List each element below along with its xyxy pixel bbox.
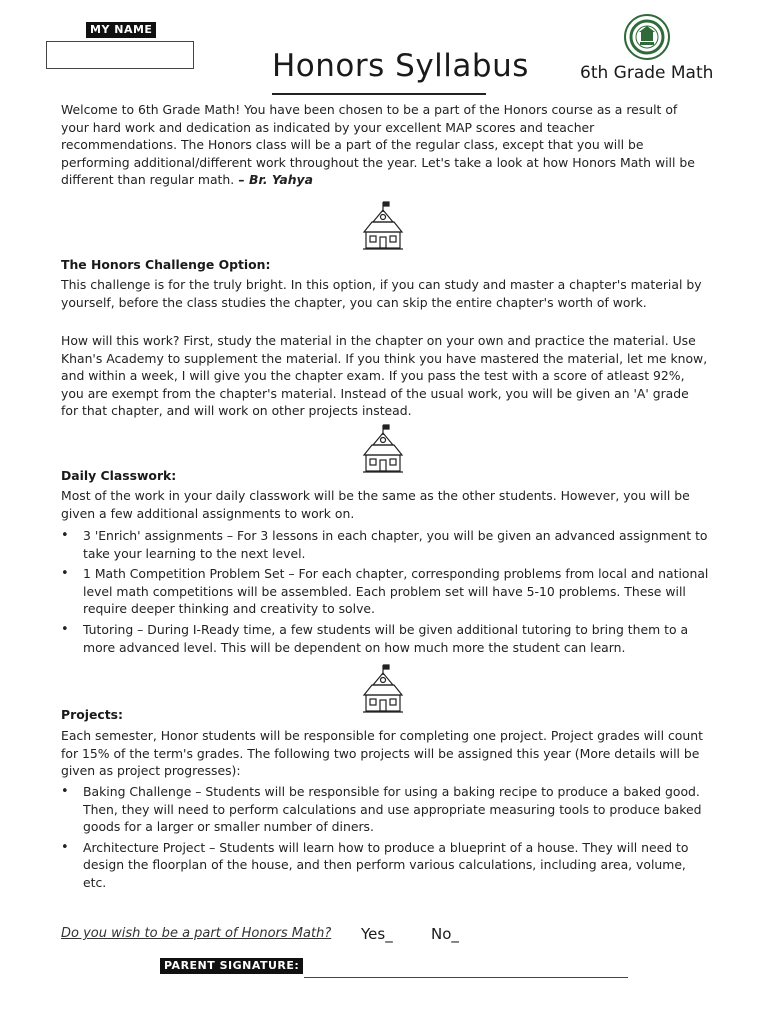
intro-paragraph (61, 101, 709, 189)
my-name-label: MY NAME (86, 22, 156, 38)
parent-signature-field[interactable] (304, 977, 628, 978)
challenge-paragraph-2: How will this work? First, study the material in the chapter on your own and practice the material. Use Khan's Academy to supplement the material. If you think you have mastered the material, let me know, and within a week, I will give you the chapter exam. If you pass the test with a score of atleast 92%, you are exempt from the chapter's material. Instead of the usual work, you will be given an 'A' grade for that chapter, and will work on other projects instead. (61, 333, 708, 419)
parent-signature-label: PARENT SIGNATURE: (160, 958, 303, 974)
list-item: • 1 Math Competition Problem Set – For each chapter, corresponding problems from local and national level math competitions will be assembled. Each problem set will have 5-10 problems. These will require deeper thinking and creativity to solve. (61, 565, 709, 618)
subject-label: 6th Grade Math (580, 63, 714, 83)
list-item: • Architecture Project – Students will learn how to produce a blueprint of a house. They will need to design the floorplan of the house, and then perform various calculations, including area, volume, etc. (61, 839, 709, 892)
title-underline (272, 93, 486, 95)
no-option[interactable]: No_ (431, 925, 459, 943)
schoolhouse-icon (360, 200, 406, 252)
schoolhouse-icon (360, 663, 406, 715)
list-item: • 3 'Enrich' assignments – For 3 lessons in each chapter, you will be given an advanced assignment to take your learning to the next level. (61, 527, 709, 562)
classwork-intro: Most of the work in your daily classwork will be the same as the other students. However, you will be given a few additional assignments to work on. (61, 488, 690, 521)
challenge-paragraph-1: This challenge is for the truly bright. In this option, if you can study and master a chapter's material by yourself, before the class studies the chapter, you can skip the entire chapter's worth of work. (61, 277, 702, 310)
projects-list (61, 783, 709, 895)
yes-option[interactable]: Yes_ (361, 925, 393, 943)
projects-heading: Projects: (61, 707, 123, 722)
name-field[interactable] (46, 41, 194, 69)
challenge-heading: The Honors Challenge Option: (61, 257, 271, 272)
list-item: • Baking Challenge – Students will be responsible for using a baking recipe to produce a baked good. Then, they will need to perform calculations and use appropriate measuring tools to produce baked goods for a larger or smaller number of diners. (61, 783, 709, 836)
schoolhouse-icon (360, 423, 406, 475)
teacher-signature: – Br. Yahya (234, 172, 313, 188)
list-item: • Tutoring – During I-Ready time, a few students will be given additional tutoring to bring them to a more advanced level. This will be dependent on how much more the student can learn. (61, 621, 709, 656)
page-title: Honors Syllabus (272, 48, 529, 84)
projects-intro: Each semester, Honor students will be responsible for completing one project. Project grades will count for 15% of the term's grades. The following two projects will be assigned this year (More details will be given as project progresses): (61, 728, 703, 779)
classwork-heading: Daily Classwork: (61, 468, 177, 483)
participation-question: Do you wish to be a part of Honors Math? (61, 926, 332, 941)
intro-text: Welcome to 6th Grade Math! You have been chosen to be a part of the Honors course as a result of your hard work and dedication as indicated by your excellent MAP scores and teacher recommendations. The Honors class will be a part of the regular class, except that you will be performing additional/different work throughout the year. Let's take a look at how Honors Math will be different than regular math. (61, 102, 695, 188)
school-seal-logo (624, 14, 670, 60)
classwork-list (61, 527, 709, 659)
